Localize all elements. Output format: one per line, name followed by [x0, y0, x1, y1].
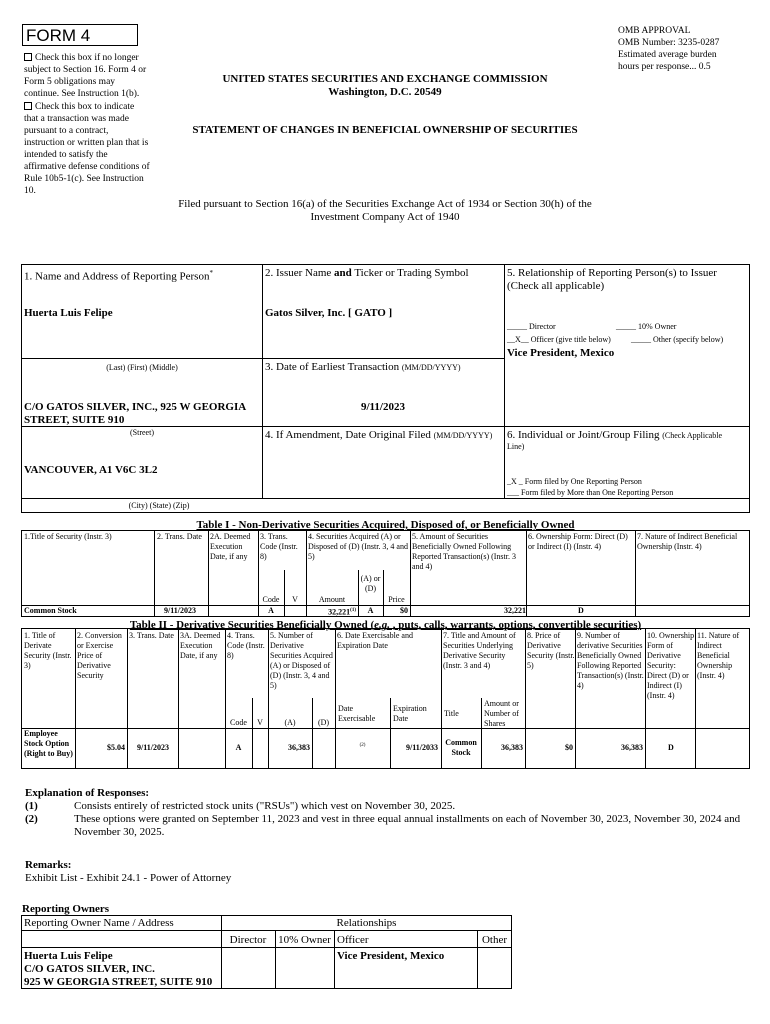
box2-label-a: 2. Issuer Name: [265, 267, 335, 279]
owners-col-officer: Officer: [337, 934, 369, 946]
owner-address-1: C/O GATOS SILVER, INC.: [24, 963, 155, 975]
t2-col-date: 3. Trans. Date: [129, 631, 174, 640]
t2-col-number: 5. Number of Derivative Securities Acquired (A) or Disposed of (D) (Instr. 3, 4 and 5): [270, 631, 333, 690]
director-option: _____ Director: [507, 322, 556, 331]
section16-checkbox-block: [24, 52, 150, 100]
owner-officer-title: Vice President, Mexico: [337, 950, 445, 962]
t2-row-dprice: $0: [565, 743, 573, 752]
t2-row-owned: 36,383: [621, 743, 643, 752]
rule10b5-checkbox-label: Check this box to indicate that a transaction was made pursuant to a contract, instruction or written plan that is intended to satisfy the affirmative defense conditions of Rule 10b5-1(c). See Instruction 10.: [24, 102, 150, 196]
owners-heading: Reporting Owners: [22, 903, 110, 915]
box2-label: [265, 267, 503, 280]
t2-col-nature: 11. Nature of Indirect Beneficial Ownership (Instr. 4): [697, 631, 740, 680]
t1-row-date: 9/11/2023: [164, 606, 197, 615]
t2-row-form: D: [668, 743, 674, 752]
box6-label-small: (Check Applicable: [662, 431, 722, 440]
box6-label: [507, 429, 747, 442]
box3-label-format: (MM/DD/YYYY): [401, 363, 461, 372]
t1-row-amount: [306, 606, 356, 618]
explanation-1-num: (1): [25, 800, 38, 812]
box1-label: [24, 267, 260, 284]
rule10b5-checkbox[interactable]: [24, 102, 32, 110]
t2-row-underlying-amount: 36,383: [501, 743, 523, 752]
ten-pct-option: _____ 10% Owner: [616, 322, 677, 331]
box4-label: [265, 429, 505, 442]
t2-sub-code: Code: [230, 718, 247, 727]
owners-col-name: Reporting Owner Name / Address: [24, 917, 174, 929]
box4-label-text: 4. If Amendment, Date Original Filed: [265, 429, 431, 441]
t1-row-aord: A: [367, 606, 374, 615]
t2-row-date-exercisable: (2): [359, 743, 366, 748]
t2-col-dprice: 8. Price of Derivative Security (Instr. 5): [527, 631, 575, 670]
issuer-name: Gatos Silver, Inc. [ GATO ]: [265, 307, 393, 319]
t2-col-title: 1. Title of Derivate Security (Instr. 3): [24, 631, 72, 670]
t1-row-owned: 32,221: [504, 606, 526, 615]
section16-checkbox-label: Check this box if no longer subject to Section 16. Form 4 or Form 5 obligations may continue. See Instruction 1(b).: [24, 53, 147, 99]
owner-name: Huerta Luis Felipe: [24, 950, 113, 962]
omb-line-1: OMB APPROVAL: [618, 26, 691, 36]
t1-col-code: 3. Trans. Code (Instr. 8): [260, 532, 298, 561]
omb-line-4: hours per response... 0.5: [618, 62, 711, 72]
t2-row-title: Employee Stock Option (Right to Buy): [24, 729, 73, 758]
box3-label: [265, 361, 503, 374]
box6-label-line: Line): [507, 442, 525, 451]
filed-pursuant-line-2: Investment Company Act of 1940: [310, 211, 460, 223]
t2-sub-title: Title: [444, 709, 459, 718]
filed-pursuant-line-1: Filed pursuant to Section 16(a) of the Securities Exchange Act of 1934 or Section 30(h) of the: [178, 198, 592, 210]
t2-sub-expiration: Expiration Date: [393, 704, 427, 723]
owners-col-director: Director: [229, 934, 267, 946]
box4-label-format: (MM/DD/YYYY): [433, 431, 493, 440]
t2-row-underlying-title: Common Stock: [445, 738, 477, 757]
t1-row-price: $0: [400, 606, 408, 615]
rule10b5-checkbox-block: [24, 101, 150, 197]
t2-row-date: 9/11/2023: [137, 743, 170, 752]
officer-title: Vice President, Mexico: [507, 347, 615, 359]
t2-col-form: 10. Ownership Form of Derivative Security: Direct (D) or Indirect (I) (Instr. 4): [647, 631, 695, 700]
t1-col-title: 1.Title of Security (Instr. 3): [24, 532, 112, 541]
t1-row-code: A: [268, 606, 274, 615]
t1-row-title: Common Stock: [24, 606, 77, 615]
one-person-filing-option: _X _ Form filed by One Reporting Person: [507, 477, 642, 486]
reporting-person-street: C/O GATOS SILVER, INC., 925 W GEORGIA STREET, SUITE 910: [24, 401, 246, 426]
table2-title-eg: e.g.: [374, 619, 391, 631]
t1-col-form: 6. Ownership Form: Direct (D) or Indirect (I) (Instr. 4): [528, 532, 628, 551]
box2-label-and: and: [334, 267, 352, 279]
remarks-text: Exhibit List - Exhibit 24.1 - Power of Attorney: [25, 872, 232, 884]
t2-col-price: 2. Conversion or Exercise Price of Derivative Security: [77, 631, 122, 680]
t2-row-expiration: 9/11/2033: [405, 743, 438, 752]
owner-address-2: 925 W GEORGIA STREET, SUITE 910: [24, 976, 213, 988]
t2-col-owned: 9. Number of derivative Securities Beneficially Owned Following Reported Transaction(s) (Instr. 4): [577, 631, 644, 690]
t1-sub-code: Code: [262, 595, 280, 604]
owners-col-ten-pct: 10% Owner: [278, 934, 331, 946]
t1-col-owned: 5. Amount of Securities Beneficially Owned Following Reported Transaction(s) (Instr. 3 and 4): [412, 532, 516, 571]
t1-sub-aord: (A) or (D): [360, 574, 381, 593]
t1-col-deemed: 2A. Deemed Execution Date, if any: [210, 532, 251, 561]
t1-col-date: 2. Trans. Date: [157, 532, 202, 541]
earliest-transaction-date: 9/11/2023: [360, 401, 405, 413]
table1-title: Table I - Non-Derivative Securities Acquired, Disposed of, or Beneficially Owned: [196, 519, 575, 531]
box5-label: 5. Relationship of Reporting Person(s) to Issuer: [507, 267, 717, 279]
box1-footnote-marker: *: [209, 269, 213, 277]
agency-city: Washington, D.C. 20549: [328, 86, 442, 98]
box1-label-text: 1. Name and Address of Reporting Person: [24, 270, 210, 283]
form-title: FORM 4: [26, 26, 91, 45]
t1-col-acquired: 4. Securities Acquired (A) or Disposed of (D) (Instr. 3, 4 and 5): [308, 532, 408, 561]
name-caption: (Last) (First) (Middle): [106, 363, 178, 372]
omb-line-2: OMB Number: 3235-0287: [618, 38, 720, 48]
t1-row-amount-footnote: (1): [350, 608, 356, 613]
t1-row-amount-value: 32,221: [328, 607, 351, 617]
remarks-heading: Remarks:: [25, 859, 72, 871]
owners-col-relationships: Relationships: [336, 917, 397, 929]
t1-row-form: D: [578, 606, 584, 615]
t2-sub-amount: Amount or Number of Shares: [484, 699, 519, 728]
explanation-heading: Explanation of Responses:: [25, 787, 150, 799]
reporting-person-city: VANCOUVER, A1 V6C 3L2: [24, 464, 158, 476]
section16-checkbox[interactable]: [24, 53, 32, 61]
form-title-box: [22, 24, 138, 46]
explanation-1-text: Consists entirely of restricted stock units ("RSUs") which vest on November 30, 2025.: [74, 800, 456, 812]
box3-label-text: 3. Date of Earliest Transaction: [265, 361, 400, 373]
t1-col-nature: 7. Nature of Indirect Beneficial Ownership (Instr. 4): [637, 532, 738, 551]
explanation-2-num: (2): [25, 813, 38, 825]
box5-sub: (Check all applicable): [507, 280, 605, 292]
city-caption: (City) (State) (Zip): [128, 501, 190, 510]
t2-col-deemed: 3A. Deemed Execution Date, if any: [180, 631, 221, 660]
t1-sub-price: Price: [388, 595, 405, 604]
officer-option: __X__ Officer (give title below): [507, 335, 611, 344]
t2-sub-d: (D): [317, 718, 330, 727]
t2-row-acquired: 36,383: [288, 743, 310, 752]
street-caption: (Street): [130, 428, 154, 437]
t2-row-code: A: [235, 743, 242, 752]
t2-sub-a: (A): [284, 718, 296, 727]
t2-col-exercisable: 6. Date Exercisable and Expiration Date: [337, 631, 413, 650]
owners-col-other: Other: [481, 934, 508, 946]
omb-approval: [618, 25, 758, 73]
t1-sub-v: V: [292, 595, 298, 604]
table2-title-a: Table II - Derivative Securities Beneficially Owned (: [129, 619, 375, 631]
t2-sub-date-exercisable: Date Exercisable: [338, 704, 376, 723]
other-option: _____ Other (specify below): [631, 335, 724, 344]
t2-col-underlying: 7. Title and Amount of Securities Underlying Derivative Security (Instr. 3 and 4): [443, 631, 516, 670]
box2-label-b: Ticker or Trading Symbol: [351, 267, 469, 279]
table2-title-b: , puts, calls, warrants, options, convertible securities): [390, 619, 642, 631]
t2-sub-v: V: [257, 718, 263, 727]
multi-person-filing-option: ___ Form filed by More than One Reporting Person: [507, 488, 674, 497]
t2-row-price: $5.04: [107, 743, 125, 752]
explanation-2-text: These options were granted on September 11, 2023 and vest in three equal annual installments on each of November 30, 2023, November 30, 2024 and November 30, 2025.: [74, 813, 741, 838]
reporting-person-name: Huerta Luis Felipe: [24, 307, 113, 319]
omb-line-3: Estimated average burden: [618, 50, 717, 60]
box6-label-text: 6. Individual or Joint/Group Filing: [507, 429, 660, 441]
t2-col-code: 4. Trans. Code (Instr. 8): [227, 631, 265, 660]
t1-sub-amount: Amount: [318, 595, 346, 604]
agency-name: UNITED STATES SECURITIES AND EXCHANGE COMMISSION: [222, 73, 548, 85]
statement-title: STATEMENT OF CHANGES IN BENEFICIAL OWNERSHIP OF SECURITIES: [192, 124, 578, 136]
